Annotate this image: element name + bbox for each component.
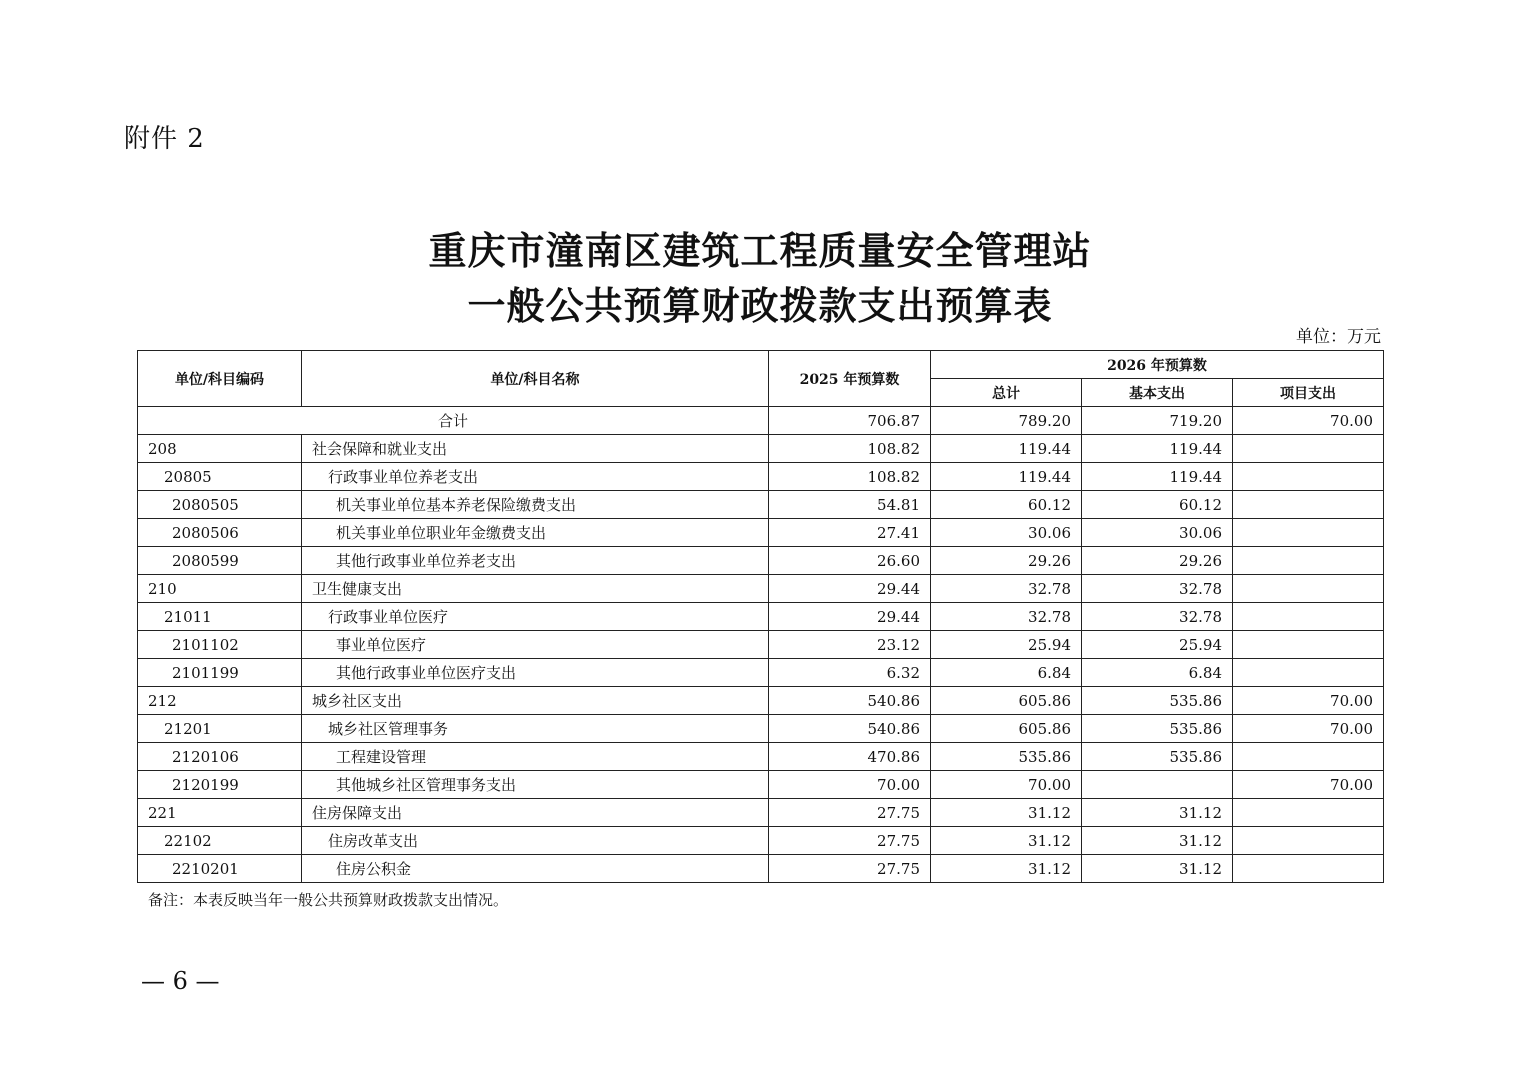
row-name: 其他城乡社区管理事务支出 — [302, 771, 769, 799]
total-label: 合计 — [138, 407, 769, 435]
row-code: 2080505 — [138, 491, 302, 519]
total-2025: 706.87 — [769, 407, 931, 435]
row-2026-basic: 60.12 — [1082, 491, 1233, 519]
table-row — [138, 463, 1384, 491]
table-row — [138, 547, 1384, 575]
row-2026-project — [1233, 631, 1384, 659]
row-name: 住房保障支出 — [302, 799, 769, 827]
row-name: 其他行政事业单位养老支出 — [302, 547, 769, 575]
table-row — [138, 771, 1384, 799]
row-2025: 108.82 — [769, 435, 931, 463]
header-budget-2026: 2026 年预算数 — [931, 351, 1384, 379]
row-code: 2080599 — [138, 547, 302, 575]
row-2026-project — [1233, 463, 1384, 491]
row-name: 工程建设管理 — [302, 743, 769, 771]
row-name: 住房改革支出 — [302, 827, 769, 855]
total-2026-project: 70.00 — [1233, 407, 1384, 435]
row-2026-total: 119.44 — [931, 435, 1082, 463]
page-title-line2: 一般公共预算财政拨款支出预算表 — [467, 283, 1053, 328]
table-row — [138, 659, 1384, 687]
row-2025: 29.44 — [769, 575, 931, 603]
row-2026-basic — [1082, 771, 1233, 799]
row-2026-total: 32.78 — [931, 575, 1082, 603]
header-budget-2025: 2025 年预算数 — [769, 351, 931, 407]
row-name: 卫生健康支出 — [302, 575, 769, 603]
row-name: 其他行政事业单位医疗支出 — [302, 659, 769, 687]
row-2025: 54.81 — [769, 491, 931, 519]
page-title-line1: 重庆市潼南区建筑工程质量安全管理站 — [428, 228, 1092, 273]
table-row — [138, 603, 1384, 631]
table-row — [138, 855, 1384, 883]
row-name: 城乡社区支出 — [302, 687, 769, 715]
header-row — [138, 351, 1384, 379]
row-2025: 27.75 — [769, 855, 931, 883]
row-2026-basic: 32.78 — [1082, 575, 1233, 603]
row-name: 行政事业单位医疗 — [302, 603, 769, 631]
row-code: 2210201 — [138, 855, 302, 883]
row-2026-total: 70.00 — [931, 771, 1082, 799]
row-2026-total: 31.12 — [931, 855, 1082, 883]
row-2025: 27.75 — [769, 827, 931, 855]
row-code: 208 — [138, 435, 302, 463]
row-2026-total: 535.86 — [931, 743, 1082, 771]
budget-table — [137, 350, 1384, 883]
row-2025: 23.12 — [769, 631, 931, 659]
row-2026-total: 31.12 — [931, 827, 1082, 855]
row-code: 21011 — [138, 603, 302, 631]
row-2025: 470.86 — [769, 743, 931, 771]
row-2026-total: 32.78 — [931, 603, 1082, 631]
row-2025: 540.86 — [769, 715, 931, 743]
row-2026-total: 25.94 — [931, 631, 1082, 659]
row-code: 210 — [138, 575, 302, 603]
table-row — [138, 687, 1384, 715]
row-code: 2120199 — [138, 771, 302, 799]
row-2026-project — [1233, 547, 1384, 575]
row-2026-total: 605.86 — [931, 715, 1082, 743]
row-2026-project: 70.00 — [1233, 715, 1384, 743]
row-name: 事业单位医疗 — [302, 631, 769, 659]
table-row — [138, 631, 1384, 659]
row-2026-basic: 25.94 — [1082, 631, 1233, 659]
row-name: 城乡社区管理事务 — [302, 715, 769, 743]
table-row — [138, 715, 1384, 743]
row-name: 机关事业单位基本养老保险缴费支出 — [302, 491, 769, 519]
header-name: 单位/科目名称 — [302, 351, 769, 407]
row-2026-project — [1233, 603, 1384, 631]
row-2026-project — [1233, 855, 1384, 883]
row-2025: 27.75 — [769, 799, 931, 827]
row-2026-project — [1233, 575, 1384, 603]
row-2026-basic: 119.44 — [1082, 463, 1233, 491]
row-name: 社会保障和就业支出 — [302, 435, 769, 463]
row-code: 21201 — [138, 715, 302, 743]
table-row — [138, 519, 1384, 547]
row-code: 22102 — [138, 827, 302, 855]
row-2025: 540.86 — [769, 687, 931, 715]
row-2025: 27.41 — [769, 519, 931, 547]
row-code: 20805 — [138, 463, 302, 491]
row-2026-total: 60.12 — [931, 491, 1082, 519]
row-2026-basic: 32.78 — [1082, 603, 1233, 631]
row-code: 2101102 — [138, 631, 302, 659]
row-2026-project — [1233, 659, 1384, 687]
row-2026-basic: 29.26 — [1082, 547, 1233, 575]
row-code: 2120106 — [138, 743, 302, 771]
table-row — [138, 827, 1384, 855]
footnote: 备注：本表反映当年一般公共预算财政拨款支出情况。 — [148, 891, 509, 909]
row-code: 2080506 — [138, 519, 302, 547]
row-2026-basic: 535.86 — [1082, 715, 1233, 743]
row-2026-basic: 535.86 — [1082, 687, 1233, 715]
row-2026-basic: 119.44 — [1082, 435, 1233, 463]
total-2026-basic: 719.20 — [1082, 407, 1233, 435]
row-2026-total: 6.84 — [931, 659, 1082, 687]
page-number: — 6 — — [141, 967, 220, 995]
table-row — [138, 491, 1384, 519]
row-2026-basic: 6.84 — [1082, 659, 1233, 687]
row-2025: 6.32 — [769, 659, 931, 687]
row-2026-basic: 31.12 — [1082, 855, 1233, 883]
row-2026-total: 29.26 — [931, 547, 1082, 575]
table-row — [138, 435, 1384, 463]
row-2026-basic: 31.12 — [1082, 799, 1233, 827]
row-2026-basic: 535.86 — [1082, 743, 1233, 771]
table-row — [138, 575, 1384, 603]
row-2026-basic: 31.12 — [1082, 827, 1233, 855]
table-row — [138, 743, 1384, 771]
row-2026-project — [1233, 519, 1384, 547]
header-project: 项目支出 — [1233, 379, 1384, 407]
row-code: 212 — [138, 687, 302, 715]
total-2026-total: 789.20 — [931, 407, 1082, 435]
row-2026-project — [1233, 743, 1384, 771]
unit-label: 单位：万元 — [1296, 327, 1381, 347]
row-2026-project: 70.00 — [1233, 687, 1384, 715]
table-row — [138, 799, 1384, 827]
row-2025: 26.60 — [769, 547, 931, 575]
row-name: 住房公积金 — [302, 855, 769, 883]
row-2026-project — [1233, 435, 1384, 463]
total-row — [138, 407, 1384, 435]
header-total: 总计 — [931, 379, 1082, 407]
row-code: 2101199 — [138, 659, 302, 687]
row-2026-total: 119.44 — [931, 463, 1082, 491]
row-2025: 29.44 — [769, 603, 931, 631]
attachment-label: 附件 2 — [124, 124, 205, 154]
row-name: 机关事业单位职业年金缴费支出 — [302, 519, 769, 547]
row-2025: 70.00 — [769, 771, 931, 799]
row-2026-project — [1233, 491, 1384, 519]
row-2026-total: 31.12 — [931, 799, 1082, 827]
row-code: 221 — [138, 799, 302, 827]
header-code: 单位/科目编码 — [138, 351, 302, 407]
row-2026-project: 70.00 — [1233, 771, 1384, 799]
row-2025: 108.82 — [769, 463, 931, 491]
row-2026-total: 30.06 — [931, 519, 1082, 547]
row-2026-total: 605.86 — [931, 687, 1082, 715]
row-2026-basic: 30.06 — [1082, 519, 1233, 547]
row-name: 行政事业单位养老支出 — [302, 463, 769, 491]
row-2026-project — [1233, 799, 1384, 827]
header-basic: 基本支出 — [1082, 379, 1233, 407]
row-2026-project — [1233, 827, 1384, 855]
